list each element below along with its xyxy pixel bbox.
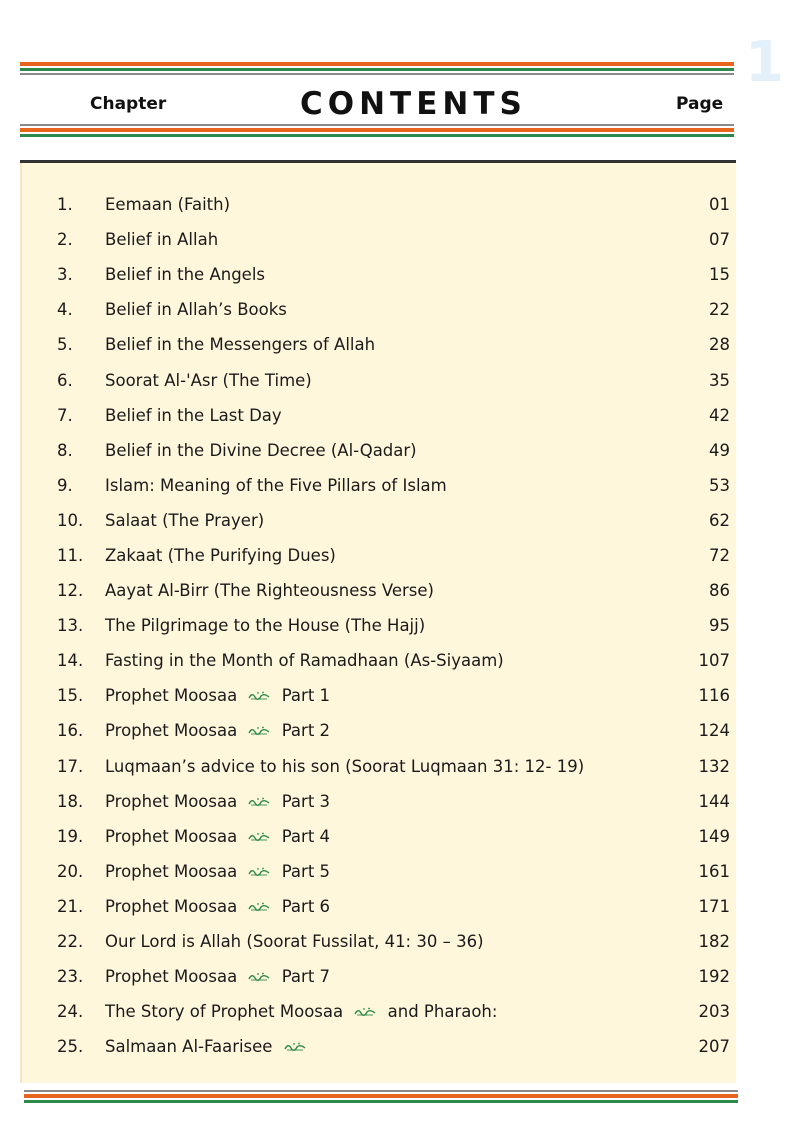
toc-entry-title-text: Prophet Moosaa (105, 686, 238, 706)
toc-entry-number: 22. (57, 932, 84, 952)
toc-entry[interactable] (40, 573, 730, 608)
toc-entry-number: 11. (57, 545, 84, 565)
toc-entry-page: 53 (709, 475, 730, 495)
toc-entry-title: Belief in the Angels (105, 265, 266, 285)
toc-entry-number: 13. (57, 616, 84, 636)
toc-entry-page: 28 (709, 335, 730, 355)
toc-entry-title (105, 967, 330, 986)
toc-entry[interactable] (40, 959, 730, 994)
toc-entry-page: 07 (709, 230, 730, 250)
toc-entry-title: Belief in the Divine Decree (Al-Qadar) (105, 440, 417, 460)
toc-entry-title-suffix: and Pharaoh: (387, 1002, 498, 1022)
toc-entry-number: 8. (57, 440, 73, 460)
toc-entry[interactable] (40, 994, 730, 1029)
toc-entry-title: Belief in the Messengers of Allah (105, 335, 376, 355)
page-title: CONTENTS (300, 86, 527, 122)
toc-entry-page: 149 (698, 826, 730, 846)
toc-entry-number: 1. (57, 195, 73, 215)
table-of-contents (40, 187, 730, 1064)
bleed-through-chapter-number: 1 (745, 30, 784, 95)
toc-entry-title: Luqmaan’s advice to his son (Soorat Luqmaan 31: 12- 19) (105, 756, 585, 776)
toc-entry-title: Our Lord is Allah (Soorat Fussilat, 41: 30 – 36) (105, 932, 484, 952)
toc-entry-page: 171 (698, 896, 730, 916)
toc-entry-page: 95 (709, 616, 730, 636)
arabic-honorific-icon (248, 690, 270, 701)
contents-header (20, 62, 734, 138)
footer-rules (24, 1090, 738, 1104)
toc-entry-page: 161 (698, 861, 730, 881)
toc-entry[interactable] (40, 468, 730, 503)
toc-entry-title (105, 1037, 312, 1056)
toc-entry[interactable] (40, 819, 730, 854)
header-rule-orange (20, 62, 734, 66)
toc-entry-title-suffix: Part 3 (281, 791, 331, 811)
toc-entry-title: Zakaat (The Purifying Dues) (105, 545, 336, 565)
toc-entry-title (105, 721, 330, 740)
toc-entry-title-text: Prophet Moosaa (105, 967, 238, 987)
toc-entry-title-suffix: Part 1 (281, 686, 331, 706)
arabic-honorific-icon (248, 971, 270, 982)
toc-entry-title: Soorat Al-'Asr (The Time) (105, 370, 312, 390)
toc-entry-page: 182 (698, 932, 730, 952)
toc-entry-number: 7. (57, 405, 73, 425)
toc-entry-title: Belief in Allah’s Books (105, 300, 287, 320)
header-rule-green (20, 68, 734, 71)
toc-entry[interactable] (40, 398, 730, 433)
toc-entry-page: 15 (709, 265, 730, 285)
toc-entry-title-suffix: Part 7 (281, 967, 331, 987)
toc-entry-number: 12. (57, 581, 84, 601)
toc-entry[interactable] (40, 889, 730, 924)
toc-entry-title-suffix: Part 4 (281, 826, 331, 846)
toc-entry-title: Eemaan (Faith) (105, 195, 231, 215)
toc-entry-number: 9. (57, 475, 73, 495)
toc-entry-page: 49 (709, 440, 730, 460)
toc-entry[interactable] (40, 678, 730, 713)
toc-entry-number: 25. (57, 1037, 84, 1057)
toc-entry-number: 19. (57, 826, 84, 846)
toc-entry-number: 6. (57, 370, 73, 390)
toc-entry-number: 14. (57, 651, 84, 671)
toc-entry[interactable] (40, 257, 730, 292)
toc-entry-page: 132 (698, 756, 730, 776)
toc-entry-page: 01 (709, 195, 730, 215)
toc-entry-title-text: Prophet Moosaa (105, 826, 238, 846)
toc-entry-page: 22 (709, 300, 730, 320)
toc-entry[interactable] (40, 433, 730, 468)
toc-entry-page: 35 (709, 370, 730, 390)
toc-entry[interactable] (40, 362, 730, 397)
toc-entry-number: 16. (57, 721, 84, 741)
toc-entry-number: 10. (57, 510, 84, 530)
toc-entry-title: Aayat Al-Birr (The Righteousness Verse) (105, 581, 434, 601)
toc-entry[interactable] (40, 924, 730, 959)
toc-entry[interactable] (40, 292, 730, 327)
toc-entry-title-text: Salmaan Al-Faarisee (105, 1037, 273, 1057)
toc-entry-title: The Pilgrimage to the House (The Hajj) (105, 616, 426, 636)
arabic-honorific-icon (248, 901, 270, 912)
toc-entry[interactable] (40, 643, 730, 678)
toc-entry[interactable] (40, 713, 730, 748)
toc-entry[interactable] (40, 608, 730, 643)
toc-entry-title-text: Prophet Moosaa (105, 721, 238, 741)
toc-entry-title-suffix: Part 2 (281, 721, 331, 741)
toc-entry-title-suffix: Part 5 (281, 861, 331, 881)
toc-entry[interactable] (40, 1029, 730, 1064)
chapter-column-label: Chapter (90, 94, 167, 114)
toc-entry-title (105, 862, 330, 881)
toc-entry-number: 18. (57, 791, 84, 811)
toc-entry-title: Islam: Meaning of the Five Pillars of Islam (105, 475, 447, 495)
header-rule-green-bottom (20, 134, 734, 137)
toc-entry-page: 144 (698, 791, 730, 811)
toc-entry[interactable] (40, 784, 730, 819)
toc-entry-number: 4. (57, 300, 73, 320)
toc-entry-page: 124 (698, 721, 730, 741)
toc-entry-title: Belief in the Last Day (105, 405, 282, 425)
toc-entry-title-text: Prophet Moosaa (105, 861, 238, 881)
header-rule-grey-bottom (20, 124, 734, 126)
page-column-label: Page (676, 94, 724, 114)
arabic-honorific-icon (284, 1041, 306, 1052)
toc-entry-number: 5. (57, 335, 73, 355)
toc-entry-title: Belief in Allah (105, 230, 219, 250)
toc-entry[interactable] (40, 538, 730, 573)
arabic-honorific-icon (248, 866, 270, 877)
header-rule-grey (20, 73, 734, 75)
toc-entry-title (105, 686, 330, 705)
toc-entry-page: 203 (698, 1002, 730, 1022)
toc-entry[interactable] (40, 749, 730, 784)
toc-entry-page: 107 (698, 651, 730, 671)
toc-entry-number: 24. (57, 1002, 84, 1022)
toc-entry-title-text: Prophet Moosaa (105, 791, 238, 811)
toc-entry[interactable] (40, 222, 730, 257)
toc-entry-number: 23. (57, 967, 84, 987)
toc-entry-title: Salaat (The Prayer) (105, 510, 265, 530)
toc-entry-number: 17. (57, 756, 84, 776)
toc-entry-title-suffix: Part 6 (281, 896, 331, 916)
arabic-honorific-icon (248, 831, 270, 842)
toc-entry-number: 2. (57, 230, 73, 250)
contents-panel (20, 160, 736, 1083)
toc-entry-number: 15. (57, 686, 84, 706)
toc-entry-title: Fasting in the Month of Ramadhaan (As-Siyaam) (105, 651, 504, 671)
toc-entry-page: 86 (709, 581, 730, 601)
toc-entry-page: 72 (709, 545, 730, 565)
toc-entry-number: 3. (57, 265, 73, 285)
header-rule-orange-bottom (20, 128, 734, 132)
toc-entry-page: 192 (698, 967, 730, 987)
toc-entry-number: 20. (57, 861, 84, 881)
arabic-honorific-icon (248, 796, 270, 807)
toc-entry-title (105, 897, 330, 916)
toc-entry-page: 116 (698, 686, 730, 706)
toc-entry-page: 42 (709, 405, 730, 425)
toc-entry[interactable] (40, 854, 730, 889)
toc-entry-title-text: The Story of Prophet Moosaa (105, 1002, 344, 1022)
toc-entry-title (105, 792, 330, 811)
toc-entry[interactable] (40, 503, 730, 538)
toc-entry-number: 21. (57, 896, 84, 916)
toc-entry-title (105, 1002, 497, 1021)
arabic-honorific-icon (248, 725, 270, 736)
toc-entry-page: 207 (698, 1037, 730, 1057)
toc-entry-page: 62 (709, 510, 730, 530)
toc-entry-title (105, 827, 330, 846)
toc-entry[interactable] (40, 187, 730, 222)
arabic-honorific-icon (354, 1006, 376, 1017)
toc-entry[interactable] (40, 327, 730, 362)
toc-entry-title-text: Prophet Moosaa (105, 896, 238, 916)
